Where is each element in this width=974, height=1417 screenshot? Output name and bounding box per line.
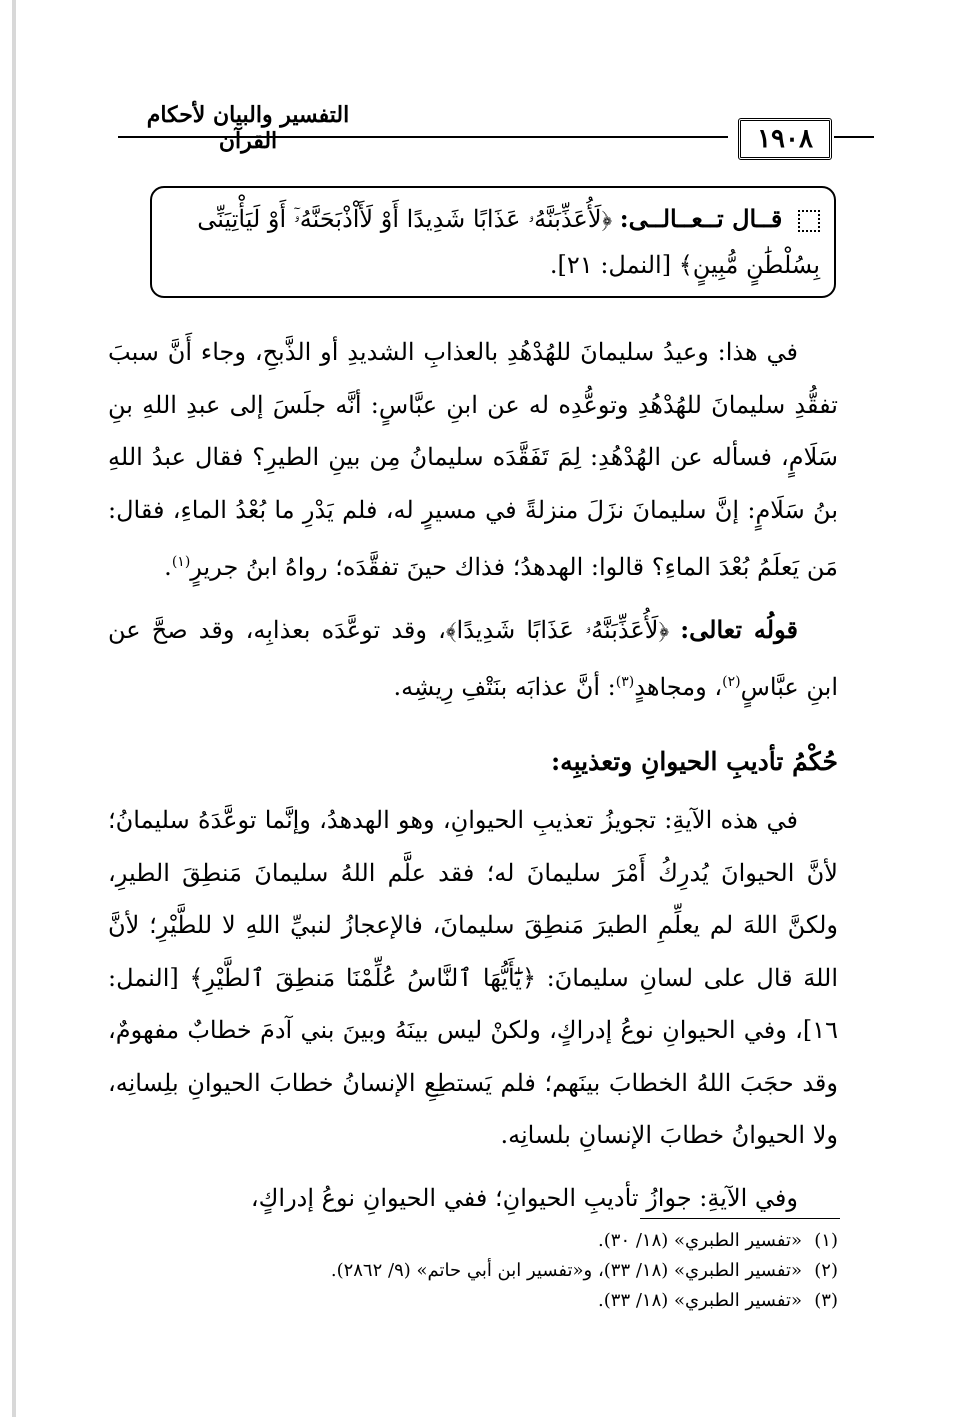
paragraph-3-verse: ﴿يَٰٓأَيُّهَا ٱلنَّاسُ عُلِّمْنَا مَنطِقَ ٱلطَّيْرِ﴾ <box>189 963 537 992</box>
footnote-ref-2: (٢) <box>722 674 741 690</box>
footnote-ref-1: (١) <box>171 554 191 570</box>
paragraph-2-c: : أنَّ عذابَه بنَتْفِ رِيشِه. <box>393 673 616 701</box>
page-edge <box>12 0 16 1417</box>
body-text <box>108 326 838 1224</box>
verse-line-1 <box>166 196 820 242</box>
paragraph-2-verse: ﴿لَأُعَذِّبَنَّهُۥ عَذَابًا شَدِيدًا﴾ <box>445 615 670 644</box>
footnote-number: (٣) <box>814 1290 838 1311</box>
footnote-ref-3: (٣) <box>615 674 635 690</box>
paragraph-3-ref: [النمل: ١٦] <box>108 963 838 1044</box>
paragraph-2-b: ، ومجاهدٍ <box>634 673 723 701</box>
header-rule-right <box>834 136 874 138</box>
verse-box <box>150 186 836 298</box>
section-heading: حُكْمُ تأديبِ الحيوانِ وتعذيبِه: <box>550 746 838 776</box>
footnote-1 <box>108 1226 838 1256</box>
footnote-text: «تفسير الطبري» (١٨/ ٣٣). <box>598 1290 802 1311</box>
footnotes <box>108 1226 838 1316</box>
footnote-rule <box>640 1218 840 1219</box>
paragraph-1: في هذا: وعيدُ سليمانَ للهُدْهُدِ بالعذابِ الشديدِ أو الذَّبحِ، وجاء أَنَّ سببَ تفقُّدِ سليمانَ للهُدْهُدِ وتوعُّدِه له عن ابنِ عبَّاسٍ: أنَّه جلَسَ إلى عبدِ اللهِ بنِ سَلَامٍ، فسأله عن الهُدْهُدِ: لِمَ تَفَقَّدَه سليمانُ مِن بينِ الطيرِ؟ فقال عبدُ اللهِ بنُ سَلَامٍ: إنَّ سليمانَ نزَلَ منزلةً في مسيرٍ له، فلم يَدْرِ ما بُعْدُ الماءِ، فقال: مَن يَعلَمُ بُعْدَ الماءِ؟ قالوا: الهدهدُ؛ فذاك حينَ تفقَّدَه؛ رواهُ ابنُ جريرٍ$^{(١)}$. <box>108 338 838 581</box>
footnote-3 <box>108 1286 838 1316</box>
paragraph-3-b: ، وفي الحيوانِ نوعُ إدراكٍ، ولكنْ ليس بينَهُ وبينَ بني آدمَ خطابٌ مفهومٌ، وقد حجَبَ اللهُ الخطابَ بينَهم؛ فلم يَستطِعِ الإنسانُ خطابَ الحيوانِ بلِسانِه، ولا الحيوانُ خطابَ الإنسانِ بلسانِه. <box>108 1016 838 1149</box>
footnote-text: «تفسير الطبري» (١٨/ ٣٣)، و«تفسير ابن أبي حاتم» (٩/ ٢٨٦٢). <box>330 1260 802 1281</box>
verse-intro: قــال تــعــالــى: <box>619 204 783 233</box>
paragraph-3-a: في هذه الآيةِ: تجويزُ تعذيبِ الحيوانِ، وهو الهدهدُ، وإنَّما توعَّدَهُ سليمانُ؛ لأنَّ الحيوانَ يُدرِكُ أَمْرَ سليمانَ له؛ فقد علَّم اللهُ سليمانَ مَنطِقَ الطيرِ، ولكنَّ اللهَ لم يعلِّمِ الطيرَ مَنطِقَ سليمانَ، فالإعجازُ لنبيِّ اللهِ لا للطَّيْرِ؛ لأنَّ اللهَ قال على لسانِ سليمانَ: <box>108 806 838 992</box>
verse-text-2: بِسُلْطَٰنٍ مُّبِينٍ﴾ <box>678 251 820 279</box>
ornament-icon <box>798 210 820 232</box>
footnote-number: (٢) <box>814 1260 838 1281</box>
paragraph-4: وفي الآيةِ: جوازُ تأديبِ الحيوانِ؛ ففي الحيوانِ نوعُ إدراكٍ، <box>250 1183 798 1212</box>
header-rule <box>118 136 728 138</box>
paragraph-2-lead: قولُه تعالى: <box>680 614 798 644</box>
footnote-text: «تفسير الطبري» (١٨/ ٣٠). <box>598 1230 802 1251</box>
footnote-number: (١) <box>814 1230 838 1251</box>
paragraph-2-a: ، وقد توعَّدَه بعذابِه، وقد صحَّ عن ابنِ عبَّاسٍ <box>108 615 838 701</box>
verse-line-2 <box>166 242 820 288</box>
footnote-2 <box>108 1256 838 1286</box>
book-title: التفسير والبيان لأحكام القرآن <box>146 102 350 154</box>
verse-text-1: ﴿لَأُعَذِّبَنَّهُۥ عَذَابًا شَدِيدًا أَوْ لَأَاْذْبَحَنَّهُۥٓ أَوْ لَيَأْتِيَنِّى <box>197 205 613 233</box>
page-number: ١٩٠٨ <box>738 118 832 160</box>
running-header <box>118 96 838 166</box>
paragraph-1-text: في هذا: وعيدُ سليمانَ للهُدْهُدِ بالعذابِ الشديدِ أو الذَّبحِ، وجاء أَنَّ سببَ تفقُّدِ سليمانَ للهُدْهُدِ وتوعُّدِه له عن ابنِ عبَّاسٍ: أنَّه جلَسَ إلى عبدِ اللهِ بنِ سَلَامٍ، فسأله عن الهُدْهُدِ: لِمَ تَفَقَّدَه سليمانُ مِن بينِ الطيرِ؟ فقال عبدُ اللهِ بنُ سَلَامٍ: إنَّ سليمانَ نزَلَ منزلةً في مسيرٍ له، فلم يَدْرِ ما بُعْدُ الماءِ، فقال: مَن يَعلَمُ بُعْدَ الماءِ؟ قالوا: الهدهدُ؛ فذاك حينَ تفقَّدَه؛ رواهُ ابنُ جريرٍ <box>108 338 838 581</box>
verse-reference: [النمل: ٢١]. <box>549 251 672 279</box>
paragraph-2 <box>108 604 838 714</box>
paragraph-3 <box>108 794 838 1162</box>
